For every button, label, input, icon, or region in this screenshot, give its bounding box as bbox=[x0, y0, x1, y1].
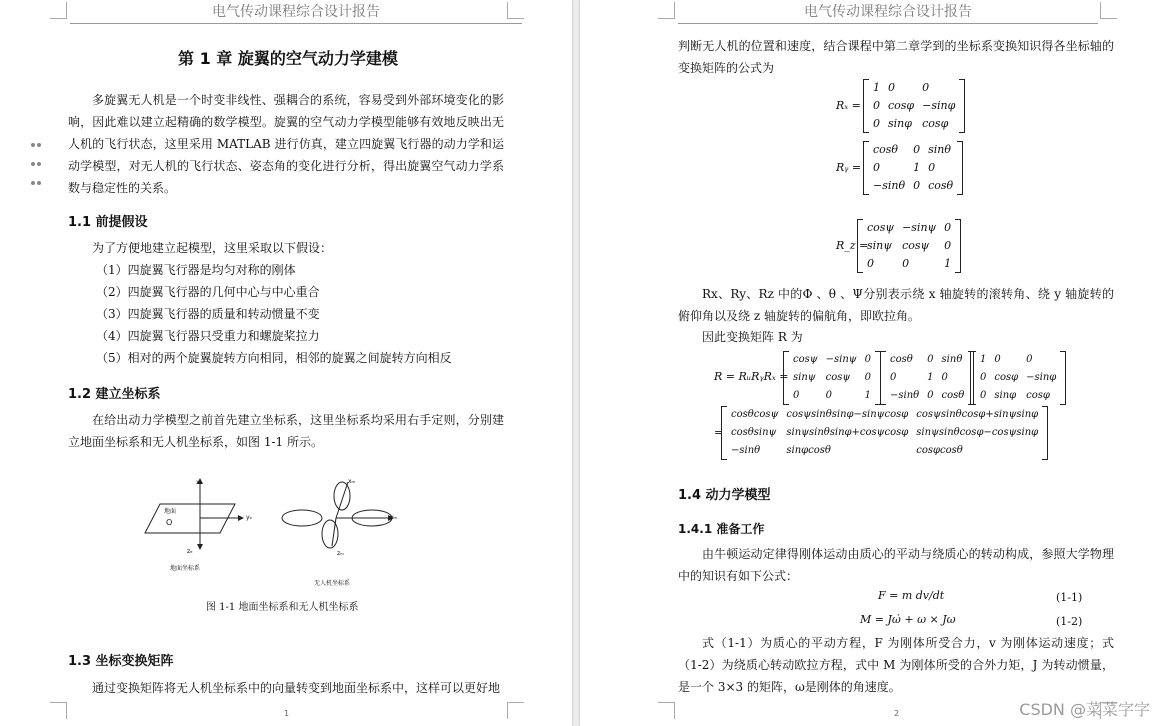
zm-label: zₘ bbox=[337, 550, 344, 557]
ye-label: yₑ bbox=[246, 514, 253, 521]
crop-mark bbox=[50, 2, 67, 19]
matrix-cell: −sinφ bbox=[922, 99, 956, 112]
page-number: 1 bbox=[284, 709, 290, 718]
bracket-right bbox=[957, 141, 963, 195]
matrix-cell: 0 bbox=[980, 390, 987, 401]
matrix-cell: sinθ bbox=[928, 143, 951, 156]
matrix-cell: cosψsinθsinφ−sinψcosφ bbox=[786, 409, 909, 420]
section-heading: 1.4 动力学模型 bbox=[678, 488, 771, 503]
transform-paragraph: 通过变换矩阵将无人机坐标系中的向量转变到地面坐标系中，这样可以更好地 bbox=[92, 681, 501, 695]
bracket-right bbox=[959, 79, 965, 133]
assumption-item: （2）四旋翼飞行器的几何中心与中心重合 bbox=[96, 285, 320, 299]
matrix-cell: −sinφ bbox=[1026, 372, 1057, 383]
matrix-cell: 1 bbox=[873, 81, 880, 94]
bracket-right bbox=[1060, 351, 1066, 405]
r-full-matrix bbox=[721, 406, 1048, 460]
rz-matrix bbox=[857, 219, 961, 273]
bracket-left bbox=[863, 141, 869, 195]
matrix-cell: −sinθ bbox=[731, 445, 761, 456]
equation-2-number: (1-2) bbox=[1056, 615, 1083, 628]
matrix-cell: 0 bbox=[873, 99, 880, 112]
matrix-cell: cosψsinθcosφ+sinψsinφ bbox=[916, 409, 1039, 420]
matrix-cell: −sinθ bbox=[890, 390, 920, 401]
matrix-cell: cosψ bbox=[793, 354, 818, 365]
matrix-cell: 0 bbox=[825, 390, 832, 401]
coordinate-figure bbox=[140, 470, 420, 594]
document-page-1 bbox=[0, 0, 572, 726]
crop-mark bbox=[1100, 2, 1117, 19]
r-product-x-matrix bbox=[970, 351, 1066, 405]
assumption-item: （5）相对的两个旋翼旋转方向相同，相邻的旋翼之间旋转方向相反 bbox=[96, 351, 452, 365]
document-page-2 bbox=[580, 0, 1156, 726]
matrix-cell: 0 bbox=[888, 81, 895, 94]
matrix-cell: 0 bbox=[873, 117, 880, 130]
chapter-title: 第 1 章 旋翼的空气动力学建模 bbox=[178, 49, 398, 68]
matrix-cell: cosφcosθ bbox=[916, 445, 963, 456]
matrix-cell: cosψ bbox=[902, 239, 930, 252]
xe-label: xₑ bbox=[196, 479, 203, 486]
r-product-y-matrix bbox=[880, 351, 974, 405]
intro-paragraph: 多旋翼无人机是一个时变非线性、强耦合的系统，容易受到外部环境变化的影响，因此难以建立起精确的数学模型。旋翼的空气动力学模型能够有效地反映出无人机的飞行状态，这里采用 MATLAB 进行仿真，建立四旋翼飞行器的动力学和运动学模型，对无人机的飞行状态、姿态角的变化进行分析，得出旋翼空气动力学系数与稳定性的关系。 bbox=[68, 93, 504, 195]
rotor-left bbox=[282, 510, 322, 526]
origin-label: O bbox=[166, 518, 173, 527]
rz-label: R_z = bbox=[836, 239, 869, 252]
ym-label: yₘ bbox=[390, 514, 398, 521]
bracket-left bbox=[857, 219, 863, 273]
assumptions-lead: 为了方便地建立起模型，这里采取以下假设： bbox=[92, 241, 333, 255]
matrix-cell: 0 bbox=[913, 143, 921, 156]
subsection-heading: 1.4.1 准备工作 bbox=[678, 522, 765, 536]
rx-matrix bbox=[863, 79, 965, 133]
equation-1: F = m dv/dt bbox=[878, 589, 945, 602]
assumption-item: （4）四旋翼飞行器只受重力和螺旋桨拉力 bbox=[96, 329, 320, 343]
matrix-cell: 0 bbox=[944, 221, 952, 234]
matrix-cell: 0 bbox=[980, 372, 987, 383]
matrix-cell: 1 bbox=[864, 390, 871, 401]
matrix-cell: sinφ bbox=[888, 117, 912, 130]
equation-explanation: 式（1-1）为质心的平动方程，F 为刚体所受合力，v 为刚体运动速度；式（1-2）为绕质心转动欧拉方程，式中 M 为刚体所受的合外力矩，J 为转动惯量，是一个 3×3 的矩阵，ω是刚体的角速度。 bbox=[678, 636, 1114, 694]
matrix-cell: cosθ bbox=[928, 179, 954, 192]
matrix-cell: cosθ bbox=[890, 354, 913, 365]
ground-label: 地面 bbox=[164, 508, 177, 515]
ze-label: zₑ bbox=[187, 548, 193, 555]
equation-2: M = Jω̇ + ω × Jω bbox=[860, 613, 956, 626]
matrix-cell: cosφ bbox=[1026, 390, 1050, 401]
matrix-cell: sinφ bbox=[994, 390, 1017, 401]
matrix-cell: cosθcosψ bbox=[731, 409, 779, 420]
section-heading: 1.1 前提假设 bbox=[68, 215, 148, 230]
matrix-cell: cosφ bbox=[922, 117, 949, 130]
matrix-cell: cosθ bbox=[941, 390, 965, 401]
matrix-cell: cosψ bbox=[825, 372, 851, 383]
arrow-icon bbox=[238, 515, 244, 521]
xm-label: xₘ bbox=[348, 478, 356, 485]
r-label: R = RᵤRᵧRₓ = bbox=[714, 370, 789, 383]
bracket-left bbox=[721, 406, 727, 460]
section-heading: 1.3 坐标变换矩阵 bbox=[68, 654, 174, 669]
figure-caption: 图 1-1 地面坐标系和无人机坐标系 bbox=[206, 602, 359, 613]
ry-matrix bbox=[863, 141, 963, 195]
matrix-cell: 0 bbox=[890, 372, 897, 383]
matrix-cell: 0 bbox=[864, 372, 871, 383]
bracket-right bbox=[955, 219, 961, 273]
bracket-left bbox=[783, 351, 789, 405]
assumption-item: （3）四旋翼飞行器的质量和转动惯量不变 bbox=[96, 307, 320, 321]
matrix-lead: 因此变换矩阵 R 为 bbox=[702, 330, 803, 344]
page-header: 电气传动课程综合设计报告 bbox=[70, 1, 522, 24]
watermark: CSDN @菜菜字字 bbox=[1019, 700, 1150, 719]
crop-mark bbox=[658, 702, 675, 719]
r-product-z-matrix bbox=[783, 351, 881, 405]
assumption-item: （1）四旋翼飞行器是均匀对称的刚体 bbox=[96, 263, 296, 277]
matrix-cell: 0 bbox=[873, 161, 880, 174]
matrix-cell: −sinθ bbox=[873, 179, 906, 192]
matrix-cell: sinψsinθsinφ+cosψcosφ bbox=[786, 427, 909, 438]
page-number: 2 bbox=[894, 709, 900, 718]
crop-mark bbox=[507, 702, 524, 719]
rx-label: Rₓ = bbox=[836, 99, 861, 112]
section-heading: 1.2 建立坐标系 bbox=[68, 387, 161, 402]
bracket-right bbox=[1042, 406, 1048, 460]
prep-paragraph: 由牛顿运动定律得刚体运动由质心的平动与绕质心的转动构成，参照大学物理中的知识有如下公式： bbox=[678, 547, 1114, 583]
matrix-cell: 0 bbox=[922, 81, 930, 94]
euler-angles-paragraph: Rx、Ry、Rz 中的Φ 、θ 、Ψ分别表示绕 x 轴旋转的滚转角、绕 y 轴旋转的俯仰角以及绕 z 轴旋转的偏航角，即欧拉角。 bbox=[678, 287, 1114, 323]
drag-handle-icon[interactable] bbox=[30, 133, 42, 190]
rotor-top bbox=[334, 482, 350, 510]
bracket-left bbox=[880, 351, 886, 405]
ground-frame-caption: 地面坐标系 bbox=[170, 565, 201, 572]
matrix-cell: cosφ bbox=[994, 372, 1019, 383]
matrix-cell: 0 bbox=[941, 372, 948, 383]
bracket-left bbox=[863, 79, 869, 133]
crop-mark bbox=[658, 2, 675, 19]
r-equals-sign: = bbox=[714, 426, 724, 439]
matrix-cell: sinψ bbox=[867, 239, 892, 252]
matrix-cell: 0 bbox=[994, 354, 1001, 365]
matrix-cell: 0 bbox=[1026, 354, 1033, 365]
matrix-cell: 0 bbox=[928, 161, 936, 174]
matrix-cell: 0 bbox=[864, 354, 871, 365]
axis-xm bbox=[336, 482, 348, 518]
matrix-cell: 1 bbox=[944, 257, 952, 270]
matrix-cell: −sinψ bbox=[902, 221, 937, 234]
matrix-cell: 0 bbox=[927, 354, 934, 365]
matrix-cell: 1 bbox=[913, 161, 921, 174]
matrix-cell: 0 bbox=[867, 257, 874, 270]
matrix-cell: sinψsinθcosφ−cosψsinφ bbox=[916, 427, 1039, 438]
matrix-cell: sinφcosθ bbox=[786, 445, 831, 456]
matrix-cell: 0 bbox=[927, 390, 934, 401]
crop-mark bbox=[50, 702, 67, 719]
matrix-cell: 0 bbox=[902, 257, 910, 270]
matrix-cell: cosθ bbox=[873, 143, 899, 156]
equation-1-number: (1-1) bbox=[1056, 591, 1083, 604]
matrix-cell: 0 bbox=[944, 239, 952, 252]
page-header: 电气传动课程综合设计报告 bbox=[678, 1, 1098, 24]
arrow-icon bbox=[197, 544, 203, 550]
matrix-cell: 1 bbox=[927, 372, 934, 383]
matrix-cell: sinψ bbox=[793, 372, 816, 383]
bracket-left bbox=[970, 351, 976, 405]
ry-label: Rᵧ = bbox=[836, 161, 862, 174]
matrix-cell: 0 bbox=[793, 390, 800, 401]
continued-paragraph: 判断无人机的位置和速度，结合课程中第二章学到的坐标系变换知识得各坐标轴的变换矩阵的公式为 bbox=[678, 39, 1114, 75]
matrix-cell: cosθsinψ bbox=[731, 427, 777, 438]
matrix-cell: cosψ bbox=[867, 221, 895, 234]
drone-frame-caption: 无人机坐标系 bbox=[314, 580, 351, 587]
matrix-cell: 0 bbox=[913, 179, 921, 192]
matrix-cell: sinθ bbox=[941, 354, 963, 365]
coordinate-paragraph: 在给出动力学模型之前首先建立坐标系，这里坐标系均采用右手定则，分别建立地面坐标系和无人机坐标系，如图 1-1 所示。 bbox=[68, 413, 504, 449]
matrix-cell: −sinψ bbox=[825, 354, 857, 365]
matrix-cell: 1 bbox=[980, 354, 987, 365]
matrix-cell: cosφ bbox=[888, 99, 915, 112]
